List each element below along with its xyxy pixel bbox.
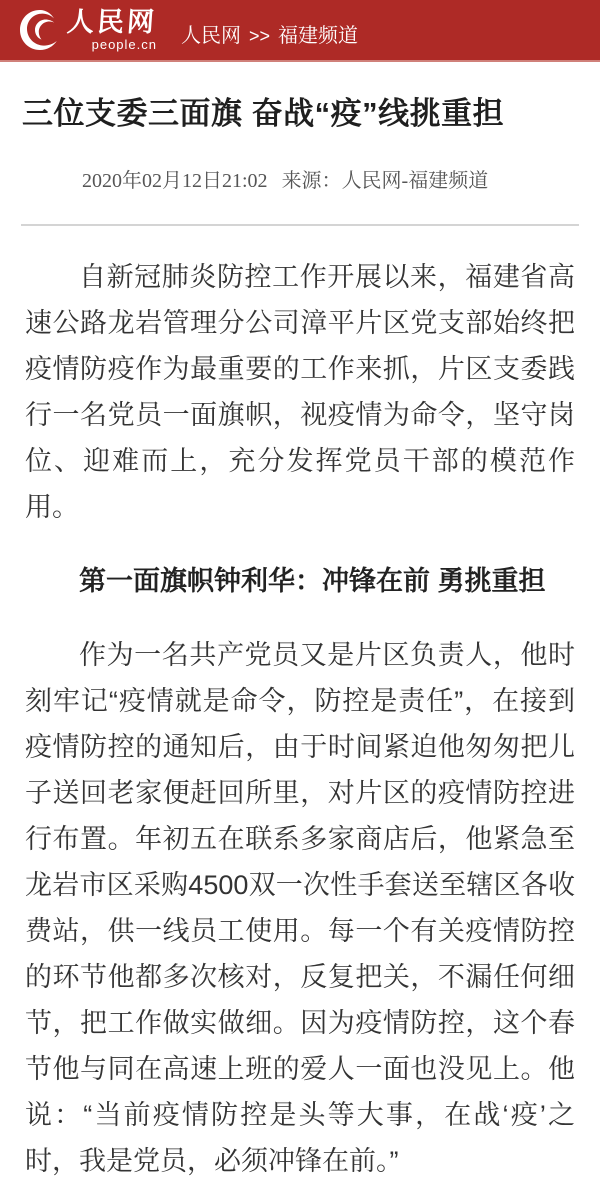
article-body	[25, 254, 575, 1184]
logo-wordmark: 人民网	[65, 7, 159, 37]
article-title: 三位支委三面旗 奋战“疫”线挑重担	[22, 96, 505, 131]
paragraph-2: 作为一名共产党员又是片区负责人，他时刻牢记“疫情就是命令，防控是责任”，在接到疫情防控的通知后，由于时间紧迫他匆匆把儿子送回老家便赶回所里，对片区的疫情防控进行布置。年初五在联系多家商店后，他紧急至龙岩市区采购4500双一次性手套送至辖区各收费站，供一线员工使用。每一个有关疫情防控的环节他都多次核对，反复把关，不漏任何细节，把工作做实做细。因为疫情防控，这个春节他与同在高速上班的爱人一面也没见上。他说：“当前疫情防控是头等大事，在战‘疫’之时，我是党员，必须冲锋在前。”	[25, 640, 575, 1177]
breadcrumb-home-link[interactable]: 人民网	[181, 24, 241, 47]
article	[0, 95, 600, 1184]
source-link[interactable]: 人民网-福建频道	[341, 170, 489, 193]
site-header	[0, 0, 600, 62]
source-label: 来源：	[281, 170, 342, 193]
logo-text	[67, 9, 157, 51]
breadcrumb-channel-link[interactable]: 福建频道	[278, 24, 359, 47]
logo-domain: people.cn	[91, 37, 157, 52]
article-meta	[82, 168, 600, 194]
people-swirl-icon	[18, 8, 62, 52]
section-subheading: 第一面旗帜钟利华：冲锋在前 勇挑重担	[79, 566, 546, 597]
breadcrumb-separator: >>	[249, 25, 271, 46]
publish-datetime: 2020年02月12日21:02	[82, 170, 268, 193]
paragraph-1: 自新冠肺炎防控工作开展以来，福建省高速公路龙岩管理分公司漳平片区党支部始终把疫情防疫作为最重要的工作来抓，片区支委践行一名党员一面旗帜，视疫情为命令，坚守岗位、迎难而上，充分发挥党员干部的模范作用。	[25, 262, 575, 523]
site-logo-link[interactable]	[18, 8, 157, 52]
breadcrumb	[181, 19, 358, 48]
content-divider	[21, 224, 579, 226]
